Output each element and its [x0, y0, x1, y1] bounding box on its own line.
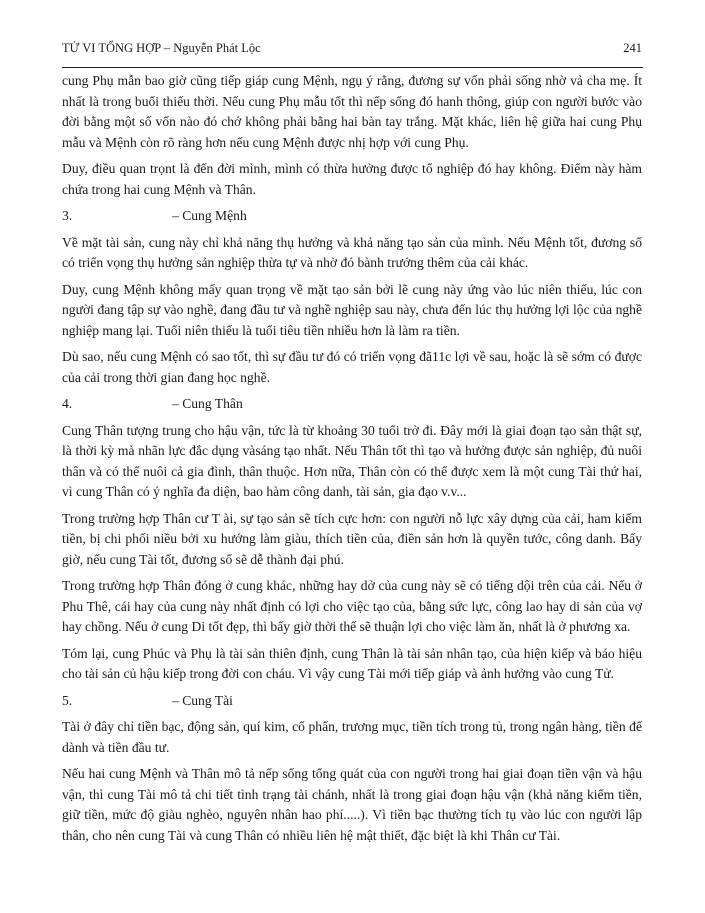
section-heading-cung-than	[62, 394, 642, 415]
page-number: 241	[623, 41, 642, 55]
paragraph: Cung Thân tượng trung cho hậu vận, tức là từ khoảng 30 tuổi trở đi. Đây mới là giai đoạn tạo sản thật sự, là thời kỳ mà nhãn lực đắc dụng vàsáng tạo nhất. Nếu Thân tốt thì tạo và hưởng được sản nghiệp, đủ nuôi thân và có thể nuôi cả gia đình, thân thuộc. Hơn nữa, Thân còn có thể được xem là một cung Tài thứ hai, vì cung Thân có ý nghĩa đa diện, bao hàm công danh, tài sản, gia đạo v.v...	[62, 422, 642, 499]
section-number: 3.	[62, 208, 73, 223]
paragraph: cung Phụ mẫn bao giờ cũng tiếp giáp cung Mệnh, ngụ ý rằng, đương sự vốn phải sống nhờ vả cha mẹ. Ít nhất là trong buổi thiếu thời. Nếu cung Phụ mẫu tốt thì nếp sống đó hanh thông, giúp con người bước vào đời bằng một số vốn nào đó chớ không phải bằng hai bàn tay trắng. Mặt khác, liên hệ giữa hai cung Phụ mẫu và Mệnh còn rõ ràng hơn nếu cung Mệnh được nhị hợp với cung Phụ.	[62, 73, 642, 150]
paragraph: Duy, cung Mệnh không mấy quan trọng về mặt tạo sản bởi lẽ cung này ứng vào lúc niên thiếu, lúc con người đang tập sự vào nghề, đang đầu tư và nghề nghiệp sau này, chưa đến lúc thụ hưởng lợi lộc của nghề nghiệp mang lại. Tuổi niên thiếu là tuổi tiêu tiền nhiều hơn là làm ra tiền.	[62, 281, 642, 338]
paragraph: Về mặt tài sản, cung này chỉ khả năng thụ hưởng và khả năng tạo sản của mình. Nếu Mệnh tốt, đương số có triển vọng thụ hưởng sản nghiệp thừa tự và nhờ đó bành trướng thêm của cải khác.	[62, 234, 642, 270]
header-rule	[62, 67, 643, 68]
paragraph: Tóm lại, cung Phúc và Phụ là tài sản thiên định, cung Thân là tài sản nhân tạo, của hiện kiếp và báo hiệu cho tài sản củ hậu kiếp trong đời con cháu. Vì vậy cung Tài mới tiếp giáp và ảnh hưởng vào cung Tử.	[62, 645, 642, 681]
paragraph: Tài ở đây chỉ tiền bạc, động sản, quí kim, cổ phẩn, trương mục, tiền tích trong tủ, trong ngân hàng, tiền để dành và tiền đầu tư.	[62, 719, 642, 755]
paragraph: Dù sao, nếu cung Mệnh có sao tốt, thì sự đầu tư đó có triển vọng đã11c lợi về sau, hoặc là sẽ sớm có được của cải trong thời gian đang học nghề.	[62, 349, 642, 385]
section-heading-cung-tai	[62, 691, 642, 712]
paragraph: Duy, điều quan trọnt là đến đời mình, mình có thừa hưởng được tổ nghiệp đó hay không. Điểm này hàm chứa trong hai cung Mệnh và Thân.	[62, 161, 642, 197]
page-body	[62, 71, 642, 852]
book-title: TỬ VI TỔNG HỢP – Nguyễn Phát Lộc	[62, 41, 261, 55]
section-heading-cung-menh	[62, 206, 642, 227]
paragraph: Trong trường hợp Thân cư T ài, sự tạo sản sẽ tích cực hơn: con người nỗ lực xây dựng của cải, ham kiếm tiền, bị chi phối niều bởi xu hướng làm giàu, thích tiền của, điền sản hơn là quyền tước, công danh. Bấy giờ, nếu cung Tài tốt, đương số sẽ dễ thành đại phú.	[62, 510, 642, 567]
paragraph: Nếu hai cung Mệnh và Thân mô tả nếp sống tổng quát của con người trong hai giai đoạn tiền vận và hậu vận, thì cung Tài mô tả chi tiết tình trạng tài chánh, nhất là trong giai đoạn hậu vận (khả năng kiếm tiền, giữ tiền, mức độ giàu nghèo, nguyên nhân hao phí.....). Vì tiền bạc thường tích tụ vào lúc con người lập thân, cho nên cung Tài và cung Thân có nhiều liên hệ mật thiết, đặc biệt là khi Thân cư Tài.	[62, 766, 642, 843]
section-title: – Cung Thân	[172, 396, 243, 411]
section-title: – Cung Mệnh	[172, 208, 247, 223]
section-title: – Cung Tài	[172, 692, 233, 708]
section-number: 4.	[62, 396, 73, 411]
page-header	[62, 41, 642, 59]
paragraph: Trong trường hợp Thân đóng ở cung khác, những hay dở của cung này sẽ có tiếng dội trên của cải. Nếu ở Phu Thê, cái hay của cung này nhất định có lợi cho việc tạo của, bằng sức lực, công lao hay di sản của vợ hay chồng. Nếu ở cung Di tốt đẹp, thì bấy giờ thời thế sẽ thuận lợi cho việc làm ăn, nhất là ở phương xa.	[62, 578, 642, 634]
section-number: 5.	[62, 692, 73, 708]
